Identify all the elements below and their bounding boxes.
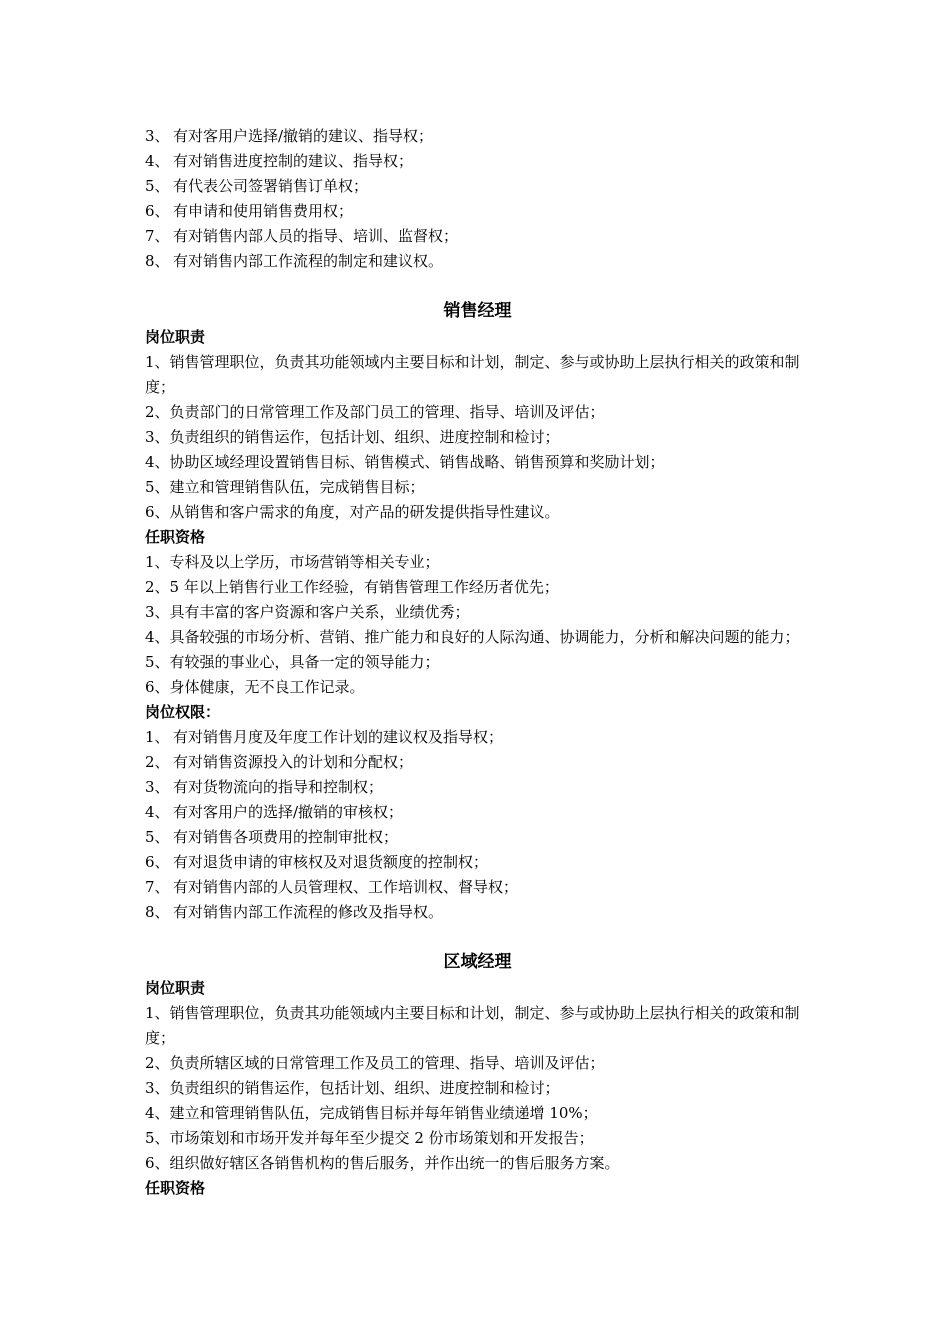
list-item: 6、身体健康，无不良工作记录。 [145,678,365,696]
duties-heading: 岗位职责 [145,328,206,346]
list-item: 7、 有对销售内部人员的指导、培训、监督权； [145,227,459,245]
list-item: 3、 有对客用户选择/撤销的建议、指导权； [145,127,434,145]
list-item: 8、 有对销售内部工作流程的修改及指导权。 [145,903,444,921]
list-item: 3、负责组织的销售运作，包括计划、组织、进度控制和检讨； [145,428,560,446]
list-item: 4、协助区域经理设置销售目标、销售模式、销售战略、销售预算和奖励计划； [145,453,665,471]
list-item: 1、 有对销售月度及年度工作计划的建议权及指导权； [145,728,504,746]
list-item: 5、有较强的事业心，具备一定的领导能力； [145,653,440,671]
list-item: 6、从销售和客户需求的角度，对产品的研发提供指导性建议。 [145,503,560,521]
list-item: 4、具备较强的市场分析、营销、推广能力和良好的人际沟通、协调能力，分析和解决问题的能力； [145,628,800,646]
list-item: 5、市场策划和市场开发并每年至少提交 2 份市场策划和开发报告； [145,1129,594,1147]
list-item: 2、负责所辖区域的日常管理工作及员工的管理、指导、培训及评估； [145,1054,605,1072]
top-authority-list [145,124,810,274]
qualifications-heading: 任职资格 [145,1179,206,1197]
sales-manager-section [145,298,810,925]
list-item: 6、 有对退货申请的审核权及对退货额度的控制权； [145,853,489,871]
list-item: 7、 有对销售内部的人员管理权、工作培训权、督导权； [145,878,519,896]
list-item: 3、负责组织的销售运作，包括计划、组织、进度控制和检讨； [145,1079,560,1097]
list-item: 2、 有对销售资源投入的计划和分配权； [145,753,414,771]
document-page [145,124,810,1201]
list-item: 8、 有对销售内部工作流程的制定和建议权。 [145,252,444,270]
list-item: 4、建立和管理销售队伍，完成销售目标并每年销售业绩递增 10%； [145,1104,598,1122]
list-item: 5、 有对销售各项费用的控制审批权； [145,828,399,846]
list-item: 6、 有申请和使用销售费用权； [145,202,354,220]
list-item: 3、 有对货物流向的指导和控制权； [145,778,384,796]
section-spacer [145,274,810,298]
list-item: 6、组织做好辖区各销售机构的售后服务，并作出统一的售后服务方案。 [145,1154,620,1172]
authority-heading: 岗位权限： [145,703,221,721]
list-item: 1、销售管理职位，负责其功能领域内主要目标和计划，制定、参与或协助上层执行相关的政策和制度； [145,353,800,396]
qualifications-heading: 任职资格 [145,528,206,546]
section-title: 销售经理 [443,301,512,321]
list-item: 1、专科及以上学历，市场营销等相关专业； [145,553,440,571]
duties-heading: 岗位职责 [145,979,206,997]
section-spacer [145,925,810,949]
section-title: 区域经理 [443,952,512,972]
list-item: 4、 有对客用户的选择/撤销的审核权； [145,803,404,821]
list-item: 4、 有对销售进度控制的建议、指导权； [145,152,414,170]
list-item: 1、销售管理职位，负责其功能领域内主要目标和计划，制定、参与或协助上层执行相关的政策和制度； [145,1004,800,1047]
list-item: 3、具有丰富的客户资源和客户关系，业绩优秀； [145,603,470,621]
regional-manager-section [145,949,810,1201]
list-item: 5、建立和管理销售队伍，完成销售目标； [145,478,425,496]
list-item: 2、5 年以上销售行业工作经验，有销售管理工作经历者优先； [145,578,559,596]
list-item: 5、 有代表公司签署销售订单权； [145,177,369,195]
list-item: 2、负责部门的日常管理工作及部门员工的管理、指导、培训及评估； [145,403,605,421]
